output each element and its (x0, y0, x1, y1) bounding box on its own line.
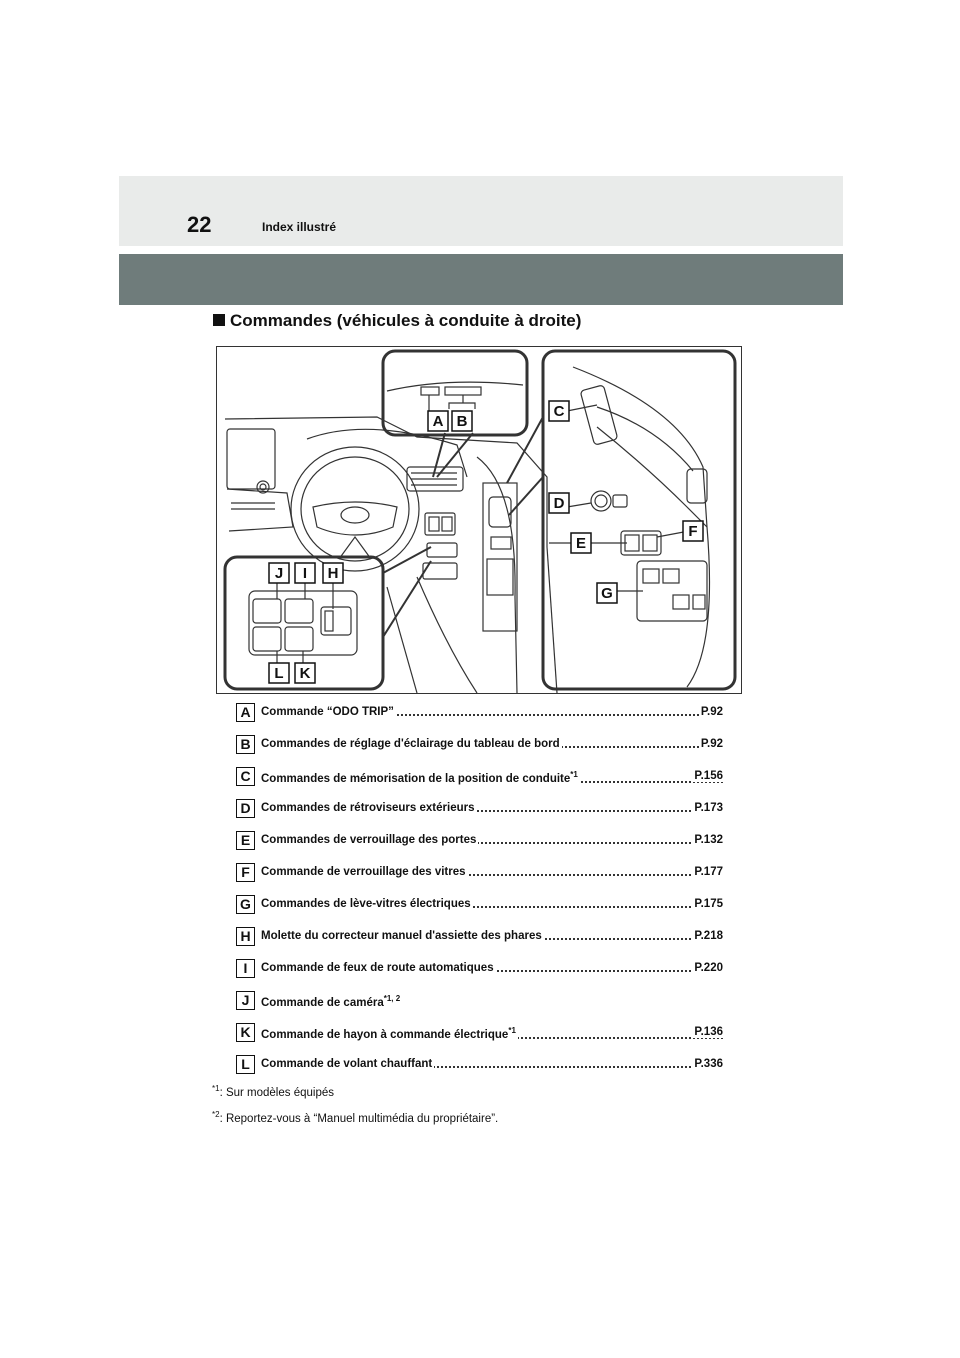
legend-label-text: Commandes de mémorisation de la position de conduite (261, 772, 571, 785)
legend-page-link[interactable]: P.92 (700, 706, 723, 718)
legend-label (261, 994, 402, 1009)
legend-item (236, 831, 726, 851)
callout-F: F (688, 523, 698, 540)
legend-letter: K (236, 1023, 255, 1042)
header-dark-band (119, 254, 843, 305)
legend-label-text: Commande de caméra (261, 996, 384, 1009)
callout-L: L (274, 665, 284, 682)
legend-label: Commandes de lève-vitres électriques (261, 898, 471, 910)
callout-E: E (575, 535, 587, 552)
legend-letter: E (236, 831, 255, 850)
legend-label: Commandes de verrouillage des portes (261, 834, 477, 846)
legend-letter: F (236, 863, 255, 882)
legend-label: Commande de volant chauffant (261, 1058, 433, 1070)
legend-letter: B (236, 735, 255, 754)
callout-C: C (553, 403, 565, 420)
footnote-marker: *1 (570, 770, 578, 779)
legend-letter: D (236, 799, 255, 818)
legend-letter: H (236, 927, 255, 946)
section-title-text: Commandes (véhicules à conduite à droite) (230, 311, 582, 330)
legend-label: Commandes de rétroviseurs extérieurs (261, 802, 475, 814)
legend-page-link[interactable]: P.218 (694, 930, 723, 942)
legend-item (236, 959, 726, 979)
legend-item (236, 927, 726, 947)
header-band (119, 176, 843, 246)
footnote-2 (212, 1110, 498, 1125)
legend-label-text: Commande de hayon à commande électrique (261, 1028, 509, 1041)
legend-item (236, 895, 726, 915)
section-name: Index illustré (262, 220, 337, 234)
footnote-mark: *2 (212, 1110, 220, 1119)
legend-item (236, 863, 726, 883)
callout-I: I (302, 565, 308, 582)
legend-letter: C (236, 767, 255, 786)
callout-H: H (327, 565, 339, 582)
legend-item (236, 1055, 726, 1075)
legend-page-link[interactable]: P.136 (694, 1026, 723, 1038)
legend-label: Molette du correcteur manuel d'assiette des phares (261, 930, 542, 942)
legend-page-link[interactable]: P.177 (694, 866, 723, 878)
legend-letter: A (236, 703, 255, 722)
legend-page-link[interactable]: P.92 (700, 738, 723, 750)
square-bullet-icon (213, 314, 225, 326)
footnote-marker: *1 (508, 1026, 516, 1035)
legend-label: Commande de feux de route automatiques (261, 962, 494, 974)
callout-B: B (456, 413, 468, 430)
legend-label: Commande “ODO TRIP” (261, 706, 394, 718)
callout-D: D (553, 495, 565, 512)
controls-illustration (216, 346, 742, 694)
legend-item (236, 703, 726, 723)
footnote-text: : Sur modèles équipés (219, 1086, 334, 1099)
legend-page-link[interactable]: P.132 (694, 834, 723, 846)
legend-label (261, 770, 580, 785)
legend-item (236, 991, 726, 1011)
illustration-svg (217, 347, 741, 693)
legend-page-link[interactable]: P.220 (694, 962, 723, 974)
legend-letter: J (236, 991, 255, 1010)
legend-item (236, 1023, 726, 1043)
legend-item (236, 735, 726, 755)
section-title (213, 311, 581, 331)
legend-page-link[interactable]: P.156 (694, 770, 723, 782)
legend-letter: I (236, 959, 255, 978)
footnote-marker: *1, 2 (383, 994, 401, 1003)
legend-label: Commande de verrouillage des vitres (261, 866, 466, 878)
callout-A: A (432, 413, 444, 430)
callout-J: J (274, 565, 284, 582)
footnote-text: : Reportez-vous à “Manuel multimédia du propriétaire”. (219, 1112, 499, 1125)
legend-page-link[interactable]: P.175 (694, 898, 723, 910)
legend-letter: L (236, 1055, 255, 1074)
page-number: 22 (187, 212, 212, 237)
legend-letter: G (236, 895, 255, 914)
legend-label (261, 1026, 518, 1041)
callout-K: K (299, 665, 311, 682)
callout-G: G (601, 585, 613, 602)
legend-item (236, 799, 726, 819)
legend-page-link[interactable]: P.336 (694, 1058, 723, 1070)
legend-label: Commandes de réglage d'éclairage du tableau de bord (261, 738, 560, 750)
footnote-1 (212, 1084, 334, 1099)
footnote-mark: *1 (212, 1084, 220, 1093)
legend-page-link[interactable]: P.173 (694, 802, 723, 814)
legend-item (236, 767, 726, 787)
